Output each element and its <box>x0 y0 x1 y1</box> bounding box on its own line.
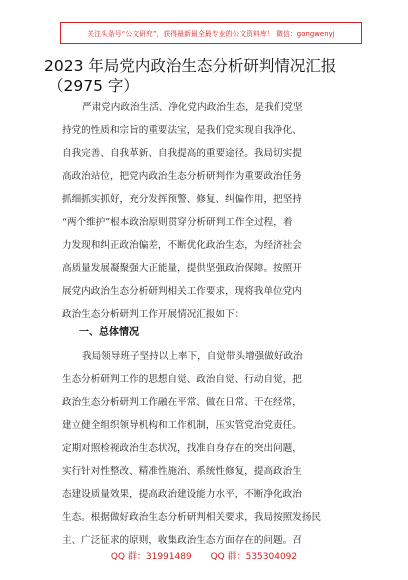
paragraph-line: 自我完善、自我革新、自我提高的重要途径。我局切实提 <box>62 148 302 159</box>
paragraph-line: 政治生态分析研判工作开展情况汇报如下： <box>62 309 245 320</box>
paragraph-line: 力发现和纠正政治偏差，不断优化政治生态，为经济社会 <box>62 240 302 251</box>
paragraph-line: 定期对照检视政治生态状况，找准自身存在的突出问题， <box>62 443 302 454</box>
paragraph-line: 持党的性质和宗旨的重要法宝，是我们党实现自我净化、 <box>62 125 302 136</box>
section-paragraph <box>62 345 358 552</box>
paragraph-line: 政治生态分析研判工作融在平常、做在日常、干在经常， <box>62 397 302 408</box>
page-footer <box>0 549 408 562</box>
intro-paragraph <box>62 96 358 326</box>
paragraph-line: 我局领导班子坚持以上率下，自觉带头增强做好政治 <box>82 351 303 362</box>
paragraph-line: 实行针对性整改、精准性施治、系统性修复，提高政治生 <box>62 466 302 477</box>
paragraph-line: 高政治站位，把党内政治生态分析研判作为重要政治任务 <box>62 171 302 182</box>
title-line-2: （2975 字） <box>48 77 139 95</box>
title-line-1: 2023 年局党内政治生态分析研判情况汇报 <box>44 57 337 75</box>
paragraph-line: 建立健全组织领导机构和工作机制，压实管党治党责任。 <box>62 420 302 431</box>
paragraph-line: 高质量发展凝聚强大正能量，提供坚强政治保障。按照开 <box>62 263 302 274</box>
paragraph-line: 展党内政治生态分析研判相关工作要求，现将我单位党内 <box>62 286 302 297</box>
paragraph-line: 态建设质量效果，提高政治建设能力水平，不断净化政治 <box>62 489 302 500</box>
paragraph-line: “两个维护”根本政治原则贯穿分析研判工作全过程，着 <box>62 217 293 228</box>
promo-banner-text: 关注头条号“公文研究”，获得最新最全最专业的公文资料库！ 微信：gongwenyj <box>87 30 335 38</box>
paragraph-line: 生态。根据做好政治生态分析研判相关要求，我局按照发扬民 <box>62 512 322 523</box>
paragraph-line: 生态分析研判工作的思想自觉、政治自觉、行动自觉，把 <box>62 374 302 385</box>
footer-qq-group-2: QQ 群：535304092 <box>210 552 298 562</box>
paragraph-line: 严肃党内政治生活、净化党内政治生态，是我们党坚 <box>82 102 303 113</box>
paragraph-line: 抓细抓实抓好，充分发挥预警、修复、纠偏作用，把坚持 <box>62 194 302 205</box>
paragraph-line: 主、广泛征求的原则，收集政治生态方面存在的问题。召 <box>62 535 302 546</box>
document-title <box>44 56 374 96</box>
promo-banner <box>60 22 362 44</box>
footer-qq-group-1: QQ 群：31991489 <box>110 552 192 562</box>
section-heading: 一、总体情况 <box>79 327 139 338</box>
